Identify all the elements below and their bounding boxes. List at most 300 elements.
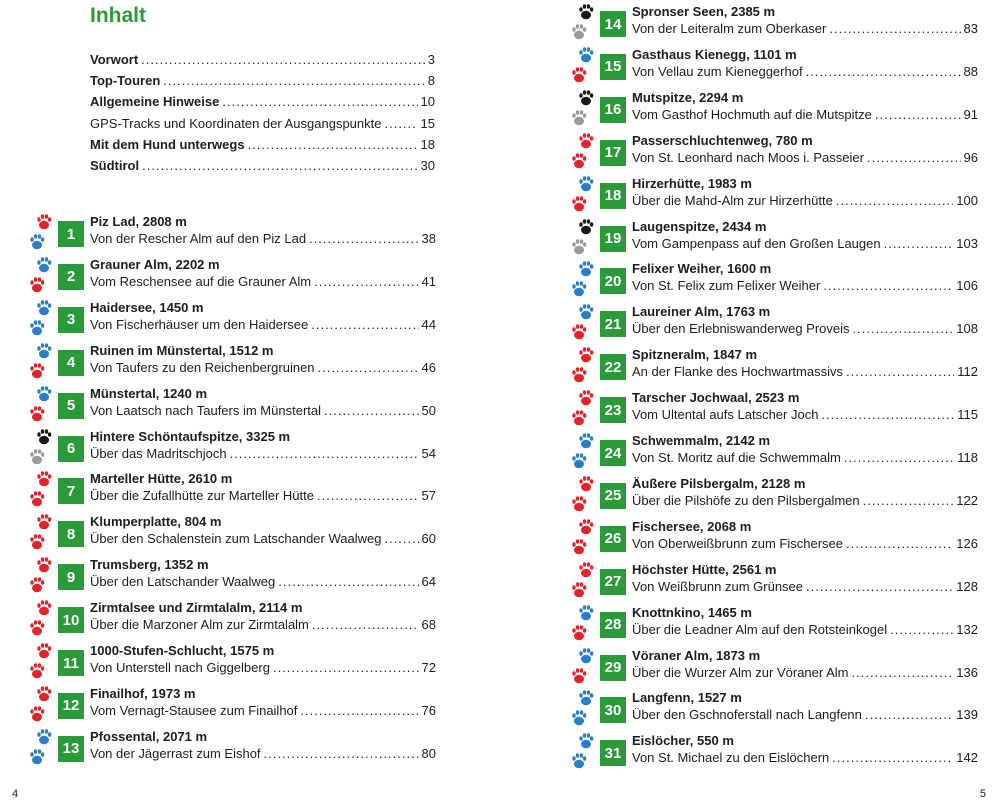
- tour-number-badge: 5: [58, 393, 84, 419]
- intro-page-number: 18: [420, 136, 435, 152]
- tour-name: Gasthaus Kienegg, 1101 m: [632, 46, 797, 62]
- tour-subtitle-row: [632, 493, 978, 510]
- tour-subtitle: Über den Gschnoferstall nach Langfenn: [632, 707, 862, 723]
- tour-page-number: 41: [421, 273, 436, 289]
- tour-subtitle-row: [90, 660, 436, 677]
- tour-entry[interactable]: [570, 347, 978, 389]
- tour-name: Zirmtalsee und Zirmtalalm, 2114 m: [90, 600, 303, 616]
- dog-paw-icon: [28, 514, 54, 556]
- page-number-left: 4: [12, 788, 19, 800]
- tour-name: 1000-Stufen-Schlucht, 1575 m: [90, 643, 275, 658]
- tour-subtitle: Von Unterstell nach Giggelberg: [90, 660, 270, 675]
- tour-number-badge: 4: [58, 350, 84, 376]
- tour-subtitle-row: [632, 64, 978, 81]
- tour-info: [632, 47, 978, 81]
- tour-info: [632, 562, 978, 596]
- leader-dots: [890, 622, 953, 637]
- tour-number-badge: 13: [58, 736, 84, 762]
- tour-number-badge: 22: [600, 354, 626, 380]
- tour-number-badge: 9: [58, 564, 84, 590]
- intro-entry[interactable]: [90, 137, 435, 158]
- leader-dots: [312, 617, 419, 632]
- leader-dots: [853, 321, 954, 336]
- intro-page-number: 15: [420, 115, 435, 131]
- tour-entry[interactable]: [570, 133, 978, 175]
- tour-entry[interactable]: [570, 605, 978, 647]
- tour-info: [90, 300, 436, 334]
- tour-info: [632, 219, 978, 253]
- leader-dots: [875, 107, 961, 122]
- leader-dots: [222, 94, 417, 109]
- tour-subtitle: Von der Jägerrast zum Eishof: [90, 745, 261, 761]
- tour-info: [632, 347, 978, 381]
- tour-number-badge: 25: [600, 483, 626, 509]
- tour-number-badge: 16: [600, 97, 626, 123]
- tour-info: [90, 514, 436, 548]
- tour-number-badge: 26: [600, 526, 626, 552]
- tour-page-number: 122: [956, 492, 978, 508]
- tour-subtitle-row: [632, 450, 978, 467]
- tour-info: [90, 471, 436, 505]
- tour-subtitle-row: [632, 579, 978, 596]
- tour-subtitle-row: [632, 193, 978, 210]
- tour-page-number: 91: [963, 106, 978, 122]
- leader-dots: [248, 137, 418, 152]
- tour-name: Schwemmalm, 2142 m: [632, 433, 771, 448]
- tour-subtitle-row: [90, 231, 436, 248]
- tour-name: Fischersee, 2068 m: [632, 518, 752, 534]
- tour-entry[interactable]: [570, 648, 978, 690]
- tour-info: [632, 176, 978, 210]
- tour-subtitle: Über den Latschander Waalweg: [90, 574, 276, 590]
- tour-subtitle-row: [632, 707, 978, 724]
- tour-number-badge: 17: [600, 140, 626, 166]
- tour-name: Spronser Seen, 2385 m: [632, 4, 776, 19]
- tour-number-badge: 12: [58, 693, 84, 719]
- intro-label: Mit dem Hund unterwegs: [90, 136, 245, 152]
- tour-page-number: 126: [956, 535, 978, 551]
- tour-entry[interactable]: [28, 600, 436, 642]
- tour-number-badge: 2: [58, 264, 84, 290]
- tour-number-badge: 11: [58, 650, 84, 676]
- tour-subtitle-row: [632, 750, 978, 767]
- tour-number-badge: 21: [600, 311, 626, 337]
- dog-paw-icon: [570, 133, 596, 175]
- tour-subtitle: Über die Leadner Alm auf den Rotsteinkogel: [632, 621, 888, 637]
- tour-number-badge: 20: [600, 268, 626, 294]
- tour-subtitle-row: [632, 21, 978, 38]
- tour-entry[interactable]: [28, 386, 436, 428]
- tour-subtitle-row: [90, 403, 436, 420]
- tour-info: [632, 304, 978, 338]
- tour-page-number: 118: [957, 450, 978, 465]
- tour-number-badge: 27: [600, 569, 626, 595]
- tour-name: Haidersee, 1450 m: [90, 299, 204, 315]
- tour-name: Äußere Pilsbergalm, 2128 m: [632, 475, 806, 491]
- tour-info: [632, 648, 978, 682]
- tour-entry[interactable]: [28, 643, 436, 685]
- tour-subtitle: Vom Ultental aufs Latscher Joch: [632, 407, 819, 423]
- dog-paw-icon: [570, 476, 596, 518]
- leader-dots: [844, 450, 954, 465]
- tour-entry[interactable]: [28, 214, 436, 256]
- tour-subtitle: Von der Rescher Alm auf den Piz Lad: [90, 231, 307, 246]
- tour-entry[interactable]: [570, 90, 978, 132]
- tour-page-number: 132: [956, 621, 978, 637]
- tour-number-badge: 10: [58, 607, 84, 633]
- tour-subtitle: Über das Madritschjoch: [90, 445, 227, 461]
- tour-info: [90, 686, 436, 720]
- tour-info: [632, 433, 978, 467]
- dog-paw-icon: [570, 347, 596, 389]
- tour-page-number: 54: [421, 445, 436, 461]
- dog-paw-icon: [28, 686, 54, 728]
- intro-label: Allgemeine Hinweise: [90, 94, 220, 110]
- tour-subtitle-row: [632, 622, 978, 639]
- dog-paw-icon: [570, 219, 596, 261]
- tour-info: [632, 733, 978, 767]
- tour-entry[interactable]: [570, 733, 978, 775]
- tour-subtitle: Von St. Michael zu den Eislöchern: [632, 750, 830, 766]
- tour-subtitle: Vom Reschensee auf die Grauner Alm: [90, 273, 312, 289]
- dog-paw-icon: [28, 257, 54, 299]
- dog-paw-icon: [28, 471, 54, 513]
- tour-page-number: 100: [956, 192, 978, 208]
- tour-subtitle-row: [90, 446, 436, 463]
- tour-info: [632, 690, 978, 724]
- tour-name: Ruinen im Münstertal, 1512 m: [90, 342, 274, 358]
- tour-name: Eislöcher, 550 m: [632, 733, 734, 749]
- tour-name: Spitzneralm, 1847 m: [632, 347, 757, 363]
- leader-dots: [309, 231, 418, 246]
- tour-subtitle: Von Weißbrunn zum Grünsee: [632, 578, 804, 594]
- leader-dots: [142, 158, 417, 173]
- tour-subtitle-row: [90, 574, 436, 591]
- intro-entry[interactable]: [90, 52, 435, 73]
- dog-paw-icon: [28, 557, 54, 599]
- tour-subtitle-row: [90, 617, 436, 634]
- tour-info: [632, 390, 978, 424]
- tour-number-badge: 31: [600, 740, 626, 766]
- dog-paw-icon: [28, 429, 54, 471]
- intro-page-number: 10: [420, 94, 435, 110]
- dog-paw-icon: [570, 261, 596, 303]
- tour-info: [632, 4, 978, 38]
- intro-label: Südtirol: [90, 157, 140, 173]
- tour-name: Felixer Weiher, 1600 m: [632, 261, 772, 277]
- tour-subtitle: Vom Gasthof Hochmuth auf die Mutspitze: [632, 106, 872, 122]
- intro-page-number: 8: [427, 73, 435, 89]
- tour-number-badge: 8: [58, 521, 84, 547]
- toc-title: Inhalt: [90, 4, 146, 27]
- tour-name: Münstertal, 1240 m: [90, 385, 208, 401]
- leader-dots: [846, 364, 954, 379]
- tour-subtitle-row: [90, 488, 436, 505]
- tour-subtitle-row: [632, 321, 978, 338]
- tour-info: [632, 476, 978, 510]
- dog-paw-icon: [28, 729, 54, 771]
- intro-page-number: 3: [427, 52, 435, 67]
- tour-entry[interactable]: [28, 557, 436, 599]
- leader-dots: [273, 660, 419, 675]
- tour-number-badge: 3: [58, 307, 84, 333]
- tour-subtitle: Von St. Felix zum Felixer Weiher: [632, 278, 821, 294]
- intro-list: [90, 52, 435, 179]
- tour-entry[interactable]: [570, 433, 978, 475]
- intro-label: GPS-Tracks und Koordinaten der Ausgangspunkte: [90, 115, 382, 131]
- tour-entry[interactable]: [570, 4, 978, 46]
- tour-subtitle: Von Oberweißbrunn zum Fischersee: [632, 535, 843, 551]
- tour-subtitle-row: [632, 236, 978, 253]
- tour-page-number: 38: [421, 231, 436, 246]
- leader-dots: [836, 193, 953, 208]
- dog-paw-icon: [28, 386, 54, 428]
- tour-subtitle: Über die Pilshöfe zu den Pilsbergalmen: [632, 492, 860, 508]
- tour-info: [632, 519, 978, 553]
- tour-subtitle: Über den Schalenstein zum Latschander Waalweg: [90, 531, 382, 547]
- tour-page-number: 76: [421, 702, 436, 718]
- tour-name: Trumsberg, 1352 m: [90, 557, 209, 573]
- tour-page-number: 139: [956, 707, 978, 723]
- tour-subtitle: Von Fischerhäuser um den Haidersee: [90, 316, 309, 332]
- tour-entry[interactable]: [570, 690, 978, 732]
- tour-name: Laugenspitze, 2434 m: [632, 218, 767, 234]
- tour-subtitle: Über die Zufallhütte zur Marteller Hütte: [90, 488, 314, 504]
- tour-subtitle-row: [632, 407, 978, 424]
- tour-info: [90, 729, 436, 763]
- tour-name: Langfenn, 1527 m: [632, 690, 742, 706]
- tour-page-number: 115: [957, 407, 978, 423]
- tour-subtitle-row: [90, 531, 436, 548]
- tour-entry[interactable]: [570, 47, 978, 89]
- tour-name: Hirzerhütte, 1983 m: [632, 175, 752, 191]
- tour-subtitle-row: [90, 703, 436, 720]
- tour-info: [90, 557, 436, 591]
- tour-entry[interactable]: [570, 176, 978, 218]
- tour-info: [90, 429, 436, 463]
- leader-dots: [230, 446, 419, 461]
- leader-dots: [846, 536, 953, 551]
- tour-subtitle-row: [632, 278, 978, 295]
- tour-subtitle: Über die Wurzer Alm zur Vöraner Alm: [632, 664, 849, 680]
- dog-paw-icon: [570, 562, 596, 604]
- tour-name: Klumperplatte, 804 m: [90, 514, 222, 530]
- tour-info: [632, 261, 978, 295]
- intro-page-number: 30: [420, 157, 435, 173]
- tour-info: [90, 214, 436, 248]
- tour-entry[interactable]: [28, 729, 436, 771]
- intro-entry[interactable]: [90, 73, 435, 94]
- tour-number-badge: 14: [600, 11, 626, 37]
- tour-entry[interactable]: [28, 471, 436, 513]
- tour-number-badge: 18: [600, 183, 626, 209]
- tour-page-number: 128: [956, 578, 978, 594]
- tour-info: [632, 605, 978, 639]
- tour-name: Pfossental, 2071 m: [90, 728, 208, 744]
- tour-page-number: 103: [956, 235, 978, 251]
- dog-paw-icon: [570, 47, 596, 89]
- tour-info: [90, 600, 436, 634]
- tour-page-number: 64: [421, 574, 436, 590]
- tour-subtitle: Über die Marzoner Alm zur Zirmtalalm: [90, 617, 309, 633]
- leader-dots: [324, 403, 419, 418]
- tour-page-number: 142: [956, 750, 978, 766]
- tour-info: [90, 343, 436, 377]
- right-page: [500, 0, 1000, 800]
- tour-page-number: 80: [421, 745, 436, 761]
- tour-subtitle: An der Flanke des Hochwartmassivs: [632, 364, 843, 380]
- tour-name: Tarscher Jochwaal, 2523 m: [632, 390, 800, 406]
- dog-paw-icon: [28, 343, 54, 385]
- tour-subtitle: Vom Vernagt-Stausee zum Finailhof: [90, 702, 298, 718]
- tour-page-number: 108: [956, 321, 978, 337]
- tour-info: [90, 257, 436, 291]
- tour-name: Marteller Hütte, 2610 m: [90, 471, 233, 487]
- leader-dots: [806, 64, 961, 79]
- tour-number-badge: 29: [600, 655, 626, 681]
- tour-entry[interactable]: [570, 261, 978, 303]
- dog-paw-icon: [570, 90, 596, 132]
- tour-entry[interactable]: [570, 519, 978, 561]
- leader-dots: [806, 579, 953, 594]
- dog-paw-icon: [570, 605, 596, 647]
- tour-subtitle-row: [90, 746, 436, 763]
- tour-number-badge: 24: [600, 440, 626, 466]
- tour-subtitle: Von Laatsch nach Taufers im Münstertal: [90, 402, 321, 418]
- dog-paw-icon: [28, 643, 54, 685]
- dog-paw-icon: [570, 519, 596, 561]
- tour-entry[interactable]: [28, 514, 436, 556]
- tour-name: Hintere Schöntaufspitze, 3325 m: [90, 428, 291, 444]
- leader-dots: [278, 574, 418, 589]
- tour-page-number: 60: [421, 531, 436, 547]
- tour-name: Vöraner Alm, 1873 m: [632, 647, 761, 663]
- leader-dots: [314, 274, 418, 289]
- tour-subtitle-row: [632, 665, 978, 682]
- dog-paw-icon: [570, 304, 596, 346]
- dog-paw-icon: [570, 648, 596, 690]
- dog-paw-icon: [28, 300, 54, 342]
- tour-page-number: 50: [421, 402, 436, 418]
- tour-subtitle: Von Vellau zum Kieneggerhof: [632, 63, 803, 79]
- dog-paw-icon: [570, 4, 596, 46]
- tour-page-number: 44: [421, 316, 436, 332]
- tour-subtitle: Von St. Leonhard nach Moos i. Passeier: [632, 149, 864, 165]
- tour-entry[interactable]: [28, 257, 436, 299]
- tour-subtitle: Über die Mahd-Alm zur Hirzerhütte: [632, 192, 833, 208]
- tour-page-number: 96: [963, 149, 978, 165]
- tour-page-number: 106: [956, 278, 978, 294]
- dog-paw-icon: [570, 690, 596, 732]
- tour-subtitle-row: [632, 364, 978, 381]
- dog-paw-icon: [570, 390, 596, 432]
- tour-entry[interactable]: [570, 562, 978, 604]
- tour-number-badge: 7: [58, 478, 84, 504]
- tour-number-badge: 15: [600, 54, 626, 80]
- tour-entry[interactable]: [570, 390, 978, 432]
- tour-subtitle-row: [632, 536, 978, 553]
- leader-dots: [863, 493, 954, 508]
- tour-page-number: 112: [957, 364, 978, 380]
- tour-name: Höchster Hütte, 2561 m: [632, 561, 777, 577]
- tour-name: Passerschluchtenweg, 780 m: [632, 132, 813, 148]
- tour-number-badge: 23: [600, 397, 626, 423]
- intro-entry[interactable]: [90, 116, 435, 137]
- leader-dots: [832, 750, 953, 765]
- leader-dots: [163, 73, 424, 88]
- tour-name: Finailhof, 1973 m: [90, 685, 196, 701]
- leader-dots: [264, 746, 419, 761]
- tour-entry[interactable]: [570, 304, 978, 346]
- page-number-right: 5: [979, 788, 986, 800]
- tour-subtitle-row: [632, 150, 978, 167]
- leader-dots: [852, 665, 954, 680]
- tour-number-badge: 28: [600, 612, 626, 638]
- tour-subtitle-row: [632, 107, 978, 124]
- tour-entry[interactable]: [28, 429, 436, 471]
- tour-info: [90, 643, 436, 677]
- leader-dots: [318, 360, 419, 375]
- tour-name: Laureiner Alm, 1763 m: [632, 304, 771, 320]
- tour-entry[interactable]: [28, 686, 436, 728]
- tour-subtitle-row: [90, 317, 436, 334]
- tour-name: Piz Lad, 2808 m: [90, 214, 187, 229]
- tour-subtitle-row: [90, 274, 436, 291]
- tour-info: [90, 386, 436, 420]
- intro-entry[interactable]: [90, 158, 435, 179]
- dog-paw-icon: [570, 733, 596, 775]
- tour-page-number: 57: [421, 488, 436, 504]
- leader-dots: [141, 52, 425, 67]
- tour-page-number: 68: [421, 617, 436, 633]
- tour-entry[interactable]: [570, 219, 978, 261]
- leader-dots: [384, 531, 418, 546]
- leader-dots: [317, 488, 419, 503]
- leader-dots: [865, 707, 953, 722]
- intro-entry[interactable]: [90, 94, 435, 115]
- leader-dots: [300, 703, 418, 718]
- tour-subtitle: Von der Leiteralm zum Oberkaser: [632, 21, 827, 36]
- tour-entry[interactable]: [570, 476, 978, 518]
- leader-dots: [821, 407, 954, 422]
- intro-label: Top-Touren: [90, 73, 161, 89]
- tour-page-number: 83: [963, 21, 978, 36]
- tour-info: [632, 90, 978, 124]
- tour-info: [632, 133, 978, 167]
- intro-label: Vorwort: [90, 52, 139, 67]
- tour-number-badge: 1: [58, 221, 84, 247]
- tour-name: Knottnkino, 1465 m: [632, 604, 752, 620]
- tour-entry[interactable]: [28, 343, 436, 385]
- tour-subtitle: Über den Erlebniswanderweg Proveis: [632, 321, 850, 337]
- tour-name: Grauner Alm, 2202 m: [90, 256, 220, 272]
- tour-number-badge: 6: [58, 436, 84, 462]
- tour-page-number: 88: [963, 63, 978, 79]
- tour-number-badge: 19: [600, 226, 626, 252]
- tour-entry[interactable]: [28, 300, 436, 342]
- leader-dots: [884, 236, 954, 251]
- dog-paw-icon: [28, 600, 54, 642]
- dog-paw-icon: [570, 433, 596, 475]
- tour-page-number: 136: [956, 664, 978, 680]
- tour-page-number: 46: [421, 359, 436, 375]
- leader-dots: [384, 116, 417, 131]
- tour-name: Mutspitze, 2294 m: [632, 89, 744, 105]
- tour-number-badge: 30: [600, 697, 626, 723]
- tour-page-number: 72: [421, 660, 436, 675]
- leader-dots: [823, 278, 953, 293]
- dog-paw-icon: [28, 214, 54, 256]
